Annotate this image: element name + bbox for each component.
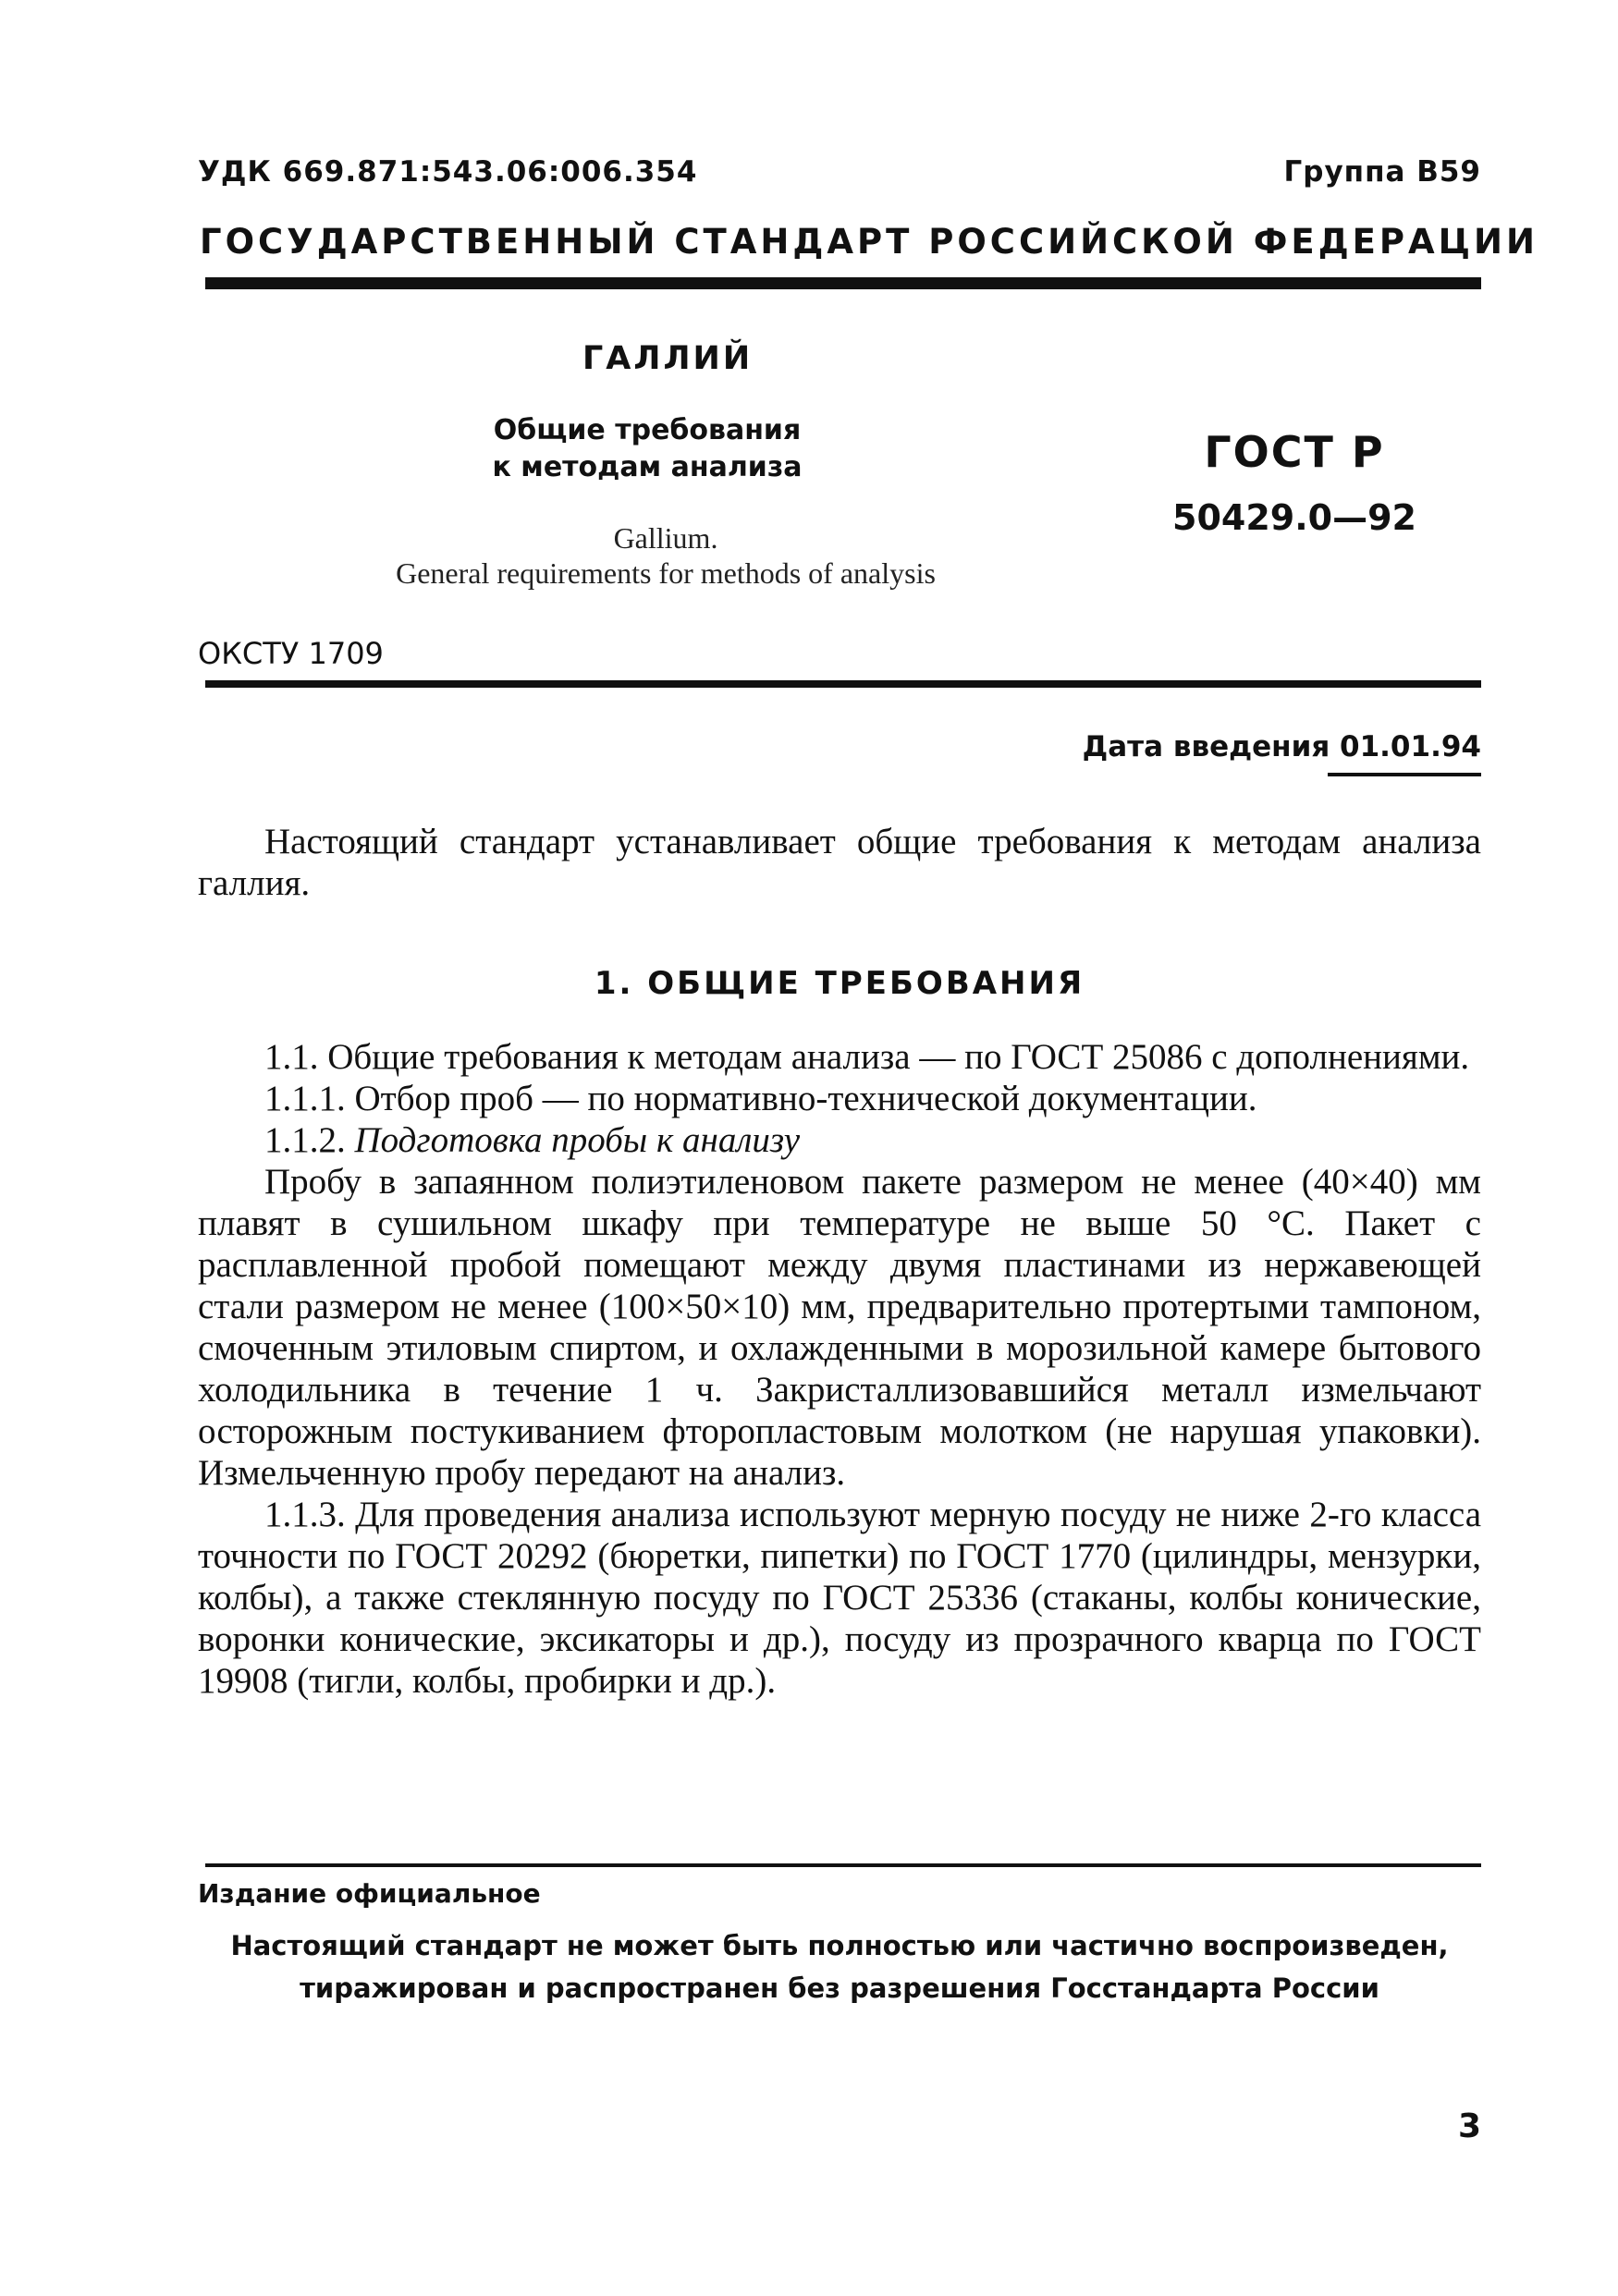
paragraph-title: Подготовка пробы к анализу xyxy=(354,1120,801,1160)
state-standard-title: ГОСУДАРСТВЕННЫЙ СТАНДАРТ РОССИЙСКОЙ ФЕДЕРАЦИИ xyxy=(200,222,1538,262)
intro-paragraph: Настоящий стандарт устанавливает общие требования к методам анализа галлия. xyxy=(198,822,1481,903)
group-code: Группа В59 xyxy=(1283,155,1481,189)
edition-label: Издание официальное xyxy=(198,1878,541,1909)
english-title-line-2: General requirements for methods of analysis xyxy=(396,556,936,590)
copyright-notice xyxy=(198,1924,1481,2009)
bottom-rule xyxy=(205,1863,1481,1867)
subtitle-line-2: к методам анализа xyxy=(492,451,803,483)
paragraph-1-1-3: 1.1.3. Для проведения анализа используют мерную посуду не ниже 2-го класса точности по ГОСТ 20292 (бюретки, пипетки) по ГОСТ 1770 (цилиндры, мензурки, колбы), а также стеклянную посуду по ГОСТ 25336 (стаканы, колбы конические, воронки конические, эксикаторы и др.), посуду из прозрачного кварца по ГОСТ 19908 (тигли, колбы, пробирки и др.). xyxy=(198,1495,1481,1701)
date-underline xyxy=(1328,773,1481,776)
notice-line-1: Настоящий стандарт не может быть полностью или частично воспроизведен, xyxy=(230,1930,1449,1961)
section-heading: 1. ОБЩИЕ ТРЕБОВАНИЯ xyxy=(594,965,1085,1002)
paragraph-number: 1.1.2. xyxy=(264,1120,346,1160)
body-text xyxy=(198,821,1481,1702)
udk-code: УДК 669.871:543.06:006.354 xyxy=(198,155,698,189)
standard-name: ГАЛЛИЙ xyxy=(582,340,754,377)
page-number: 3 xyxy=(1457,2107,1481,2145)
paragraph-1-1: 1.1. Общие требования к методам анализа — по ГОСТ 25086 с дополнениями. xyxy=(264,1037,1470,1077)
paragraph-1-1-1: 1.1.1. Отбор проб — по нормативно-технической документации. xyxy=(264,1079,1257,1118)
gost-title: ГОСТ Р xyxy=(1204,427,1385,477)
middle-rule xyxy=(205,680,1481,688)
english-title xyxy=(277,520,1054,591)
standard-subtitle xyxy=(444,412,851,486)
notice-line-2: тиражирован и распространен без разрешения Госстандарта России xyxy=(300,1972,1379,2004)
subtitle-line-1: Общие требования xyxy=(493,414,802,446)
paragraph-1-1-2-heading xyxy=(198,1119,1481,1161)
english-title-line-1: Gallium. xyxy=(613,521,718,555)
oksty-code: ОКСТУ 1709 xyxy=(198,636,384,671)
introduction-date: Дата введения 01.01.94 xyxy=(1082,730,1481,763)
gost-number: 50429.0—92 xyxy=(1172,497,1416,538)
paragraph-1-1-2-text: Пробу в запаянном полиэтиленовом пакете размером не менее (40×40) мм плавят в сушильном шкафу при температуре не выше 50 °С. Пакет с расплавленной пробой помещают между двумя пластинами из нержавеющей стали размером не менее (100×50×10) мм, предварительно протертыми тампоном, смоченным этиловым спиртом, и охлажденными в морозильной камере бытового холодильника в течение 1 ч. Закристаллизовавшийся металл измельчают осторожным постукиванием фторопластовым молотком (не нарушая упаковки). Измельченную пробу передают на анализ. xyxy=(198,1162,1481,1493)
top-rule xyxy=(205,277,1481,289)
